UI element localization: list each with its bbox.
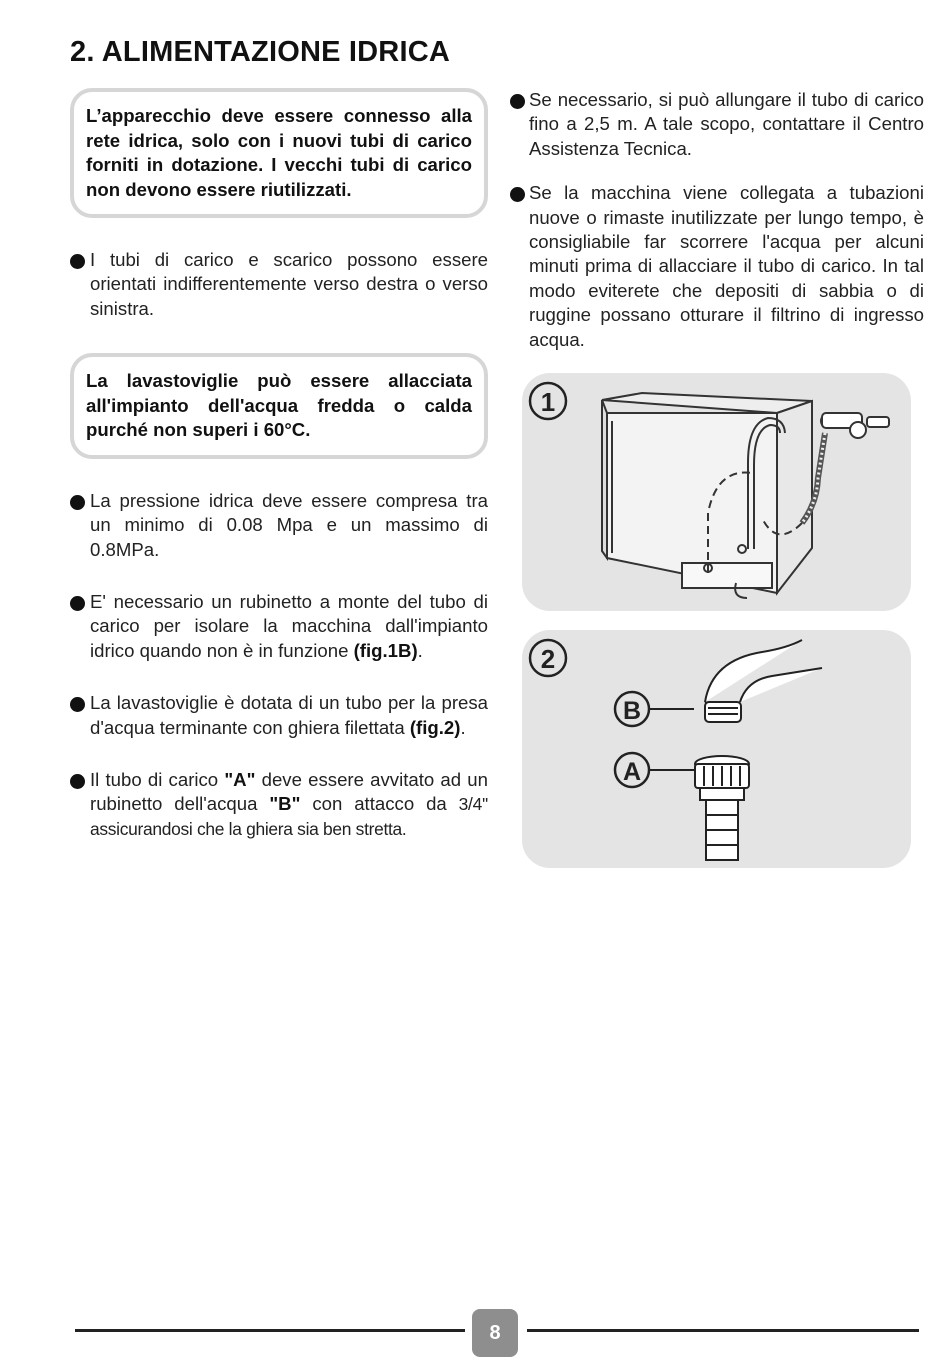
figure-2-illustration bbox=[522, 630, 911, 868]
tap-b-label: "B" bbox=[269, 793, 301, 815]
bullet-flush-pipes bbox=[510, 181, 924, 352]
section-title: 2. ALIMENTAZIONE IDRICA bbox=[70, 36, 450, 68]
note-water-temperature-text: La lavastoviglie può essere allacciata all'impianto dell'acqua fredda o calda purché non superi i 60°C. bbox=[86, 370, 472, 441]
fig2-reference: (fig.2) bbox=[409, 716, 461, 738]
bullet-water-pressure-text: La pressione idrica deve essere compresa tra un minimo di 0.08 Mpa e un massimo di 0.8MPa. bbox=[90, 489, 488, 560]
figure-2-number: 2 bbox=[540, 644, 556, 674]
page-number-badge bbox=[472, 1309, 518, 1357]
footer-line-right bbox=[527, 1329, 919, 1332]
note-box-water-temperature bbox=[70, 353, 488, 459]
figure-1-illustration bbox=[522, 373, 911, 611]
bullet-threaded-ring-end: . bbox=[460, 716, 466, 738]
bullet-hose-connection bbox=[70, 768, 488, 841]
right-column bbox=[510, 88, 924, 352]
bullet-hose-connection-e: con attacco da bbox=[300, 793, 459, 815]
note-new-hoses-text: L’apparecchio deve essere connesso alla rete idrica, solo con i nuovi tubi di carico forniti in dotazione. I vecchi tubi di carico non devono essere riutilizzati. bbox=[86, 105, 472, 200]
bullet-hose-extension-text: Se necessario, si può allungare il tubo di carico fino a 2,5 m. A tale scopo, contattare il Centro Assistenza Tecnica. bbox=[529, 89, 924, 159]
bullet-threaded-ring bbox=[70, 691, 488, 740]
bullet-hose-connection-a: Il tubo di carico bbox=[90, 768, 225, 790]
bullet-hose-connection-f: 3/4'' assicurandosi che la ghiera sia ben stretta. bbox=[90, 794, 488, 839]
bullet-water-pressure bbox=[70, 489, 488, 562]
figure-1-number: 1 bbox=[540, 387, 556, 417]
label-a: A bbox=[622, 758, 642, 786]
label-b: B bbox=[622, 697, 642, 725]
tap-b-drawing bbox=[705, 640, 822, 722]
bullet-hose-connection-c: deve essere avvitato ad un rubinetto dell'acqua bbox=[90, 768, 488, 815]
tap-drawing bbox=[821, 413, 889, 438]
figure-2-hose-and-tap bbox=[522, 630, 911, 868]
bullet-tap-required bbox=[70, 590, 488, 663]
page-number: 8 bbox=[489, 1321, 501, 1344]
footer-line-left bbox=[75, 1329, 465, 1332]
note-box-new-hoses bbox=[70, 88, 488, 218]
bullet-threaded-ring-text: La lavastoviglie è dotata di un tubo per la presa d'acqua terminante con ghiera filettata bbox=[90, 692, 488, 738]
bullet-tap-required-end: . bbox=[417, 639, 423, 661]
fig1b-reference: (fig.1B) bbox=[353, 639, 418, 661]
figure-1-dishwasher-connection bbox=[522, 373, 911, 611]
bullet-hose-orientation bbox=[70, 248, 488, 321]
hose-a-drawing bbox=[695, 756, 749, 860]
left-column bbox=[70, 88, 488, 841]
bullet-flush-pipes-text: Se la macchina viene collegata a tubazioni nuove o rimaste inutilizzate per lungo tempo, è consigliabile far scorrere l'acqua per alcuni minuti prima di allacciare il tubo di carico. In tal modo eviterete che depositi di sabbia o di ruggine possano otturare il filtrino di ingresso acqua. bbox=[529, 182, 924, 350]
bullet-hose-orientation-text: I tubi di carico e scarico possono essere orientati indifferentemente verso destra o verso sinistra. bbox=[90, 249, 488, 319]
hose-a-label: "A" bbox=[224, 768, 256, 790]
bullet-hose-extension bbox=[510, 88, 924, 161]
bullet-tap-required-text: E' necessario un rubinetto a monte del tubo di carico per isolare la macchina dall'impianto idrico quando non è in funzione bbox=[90, 590, 488, 661]
